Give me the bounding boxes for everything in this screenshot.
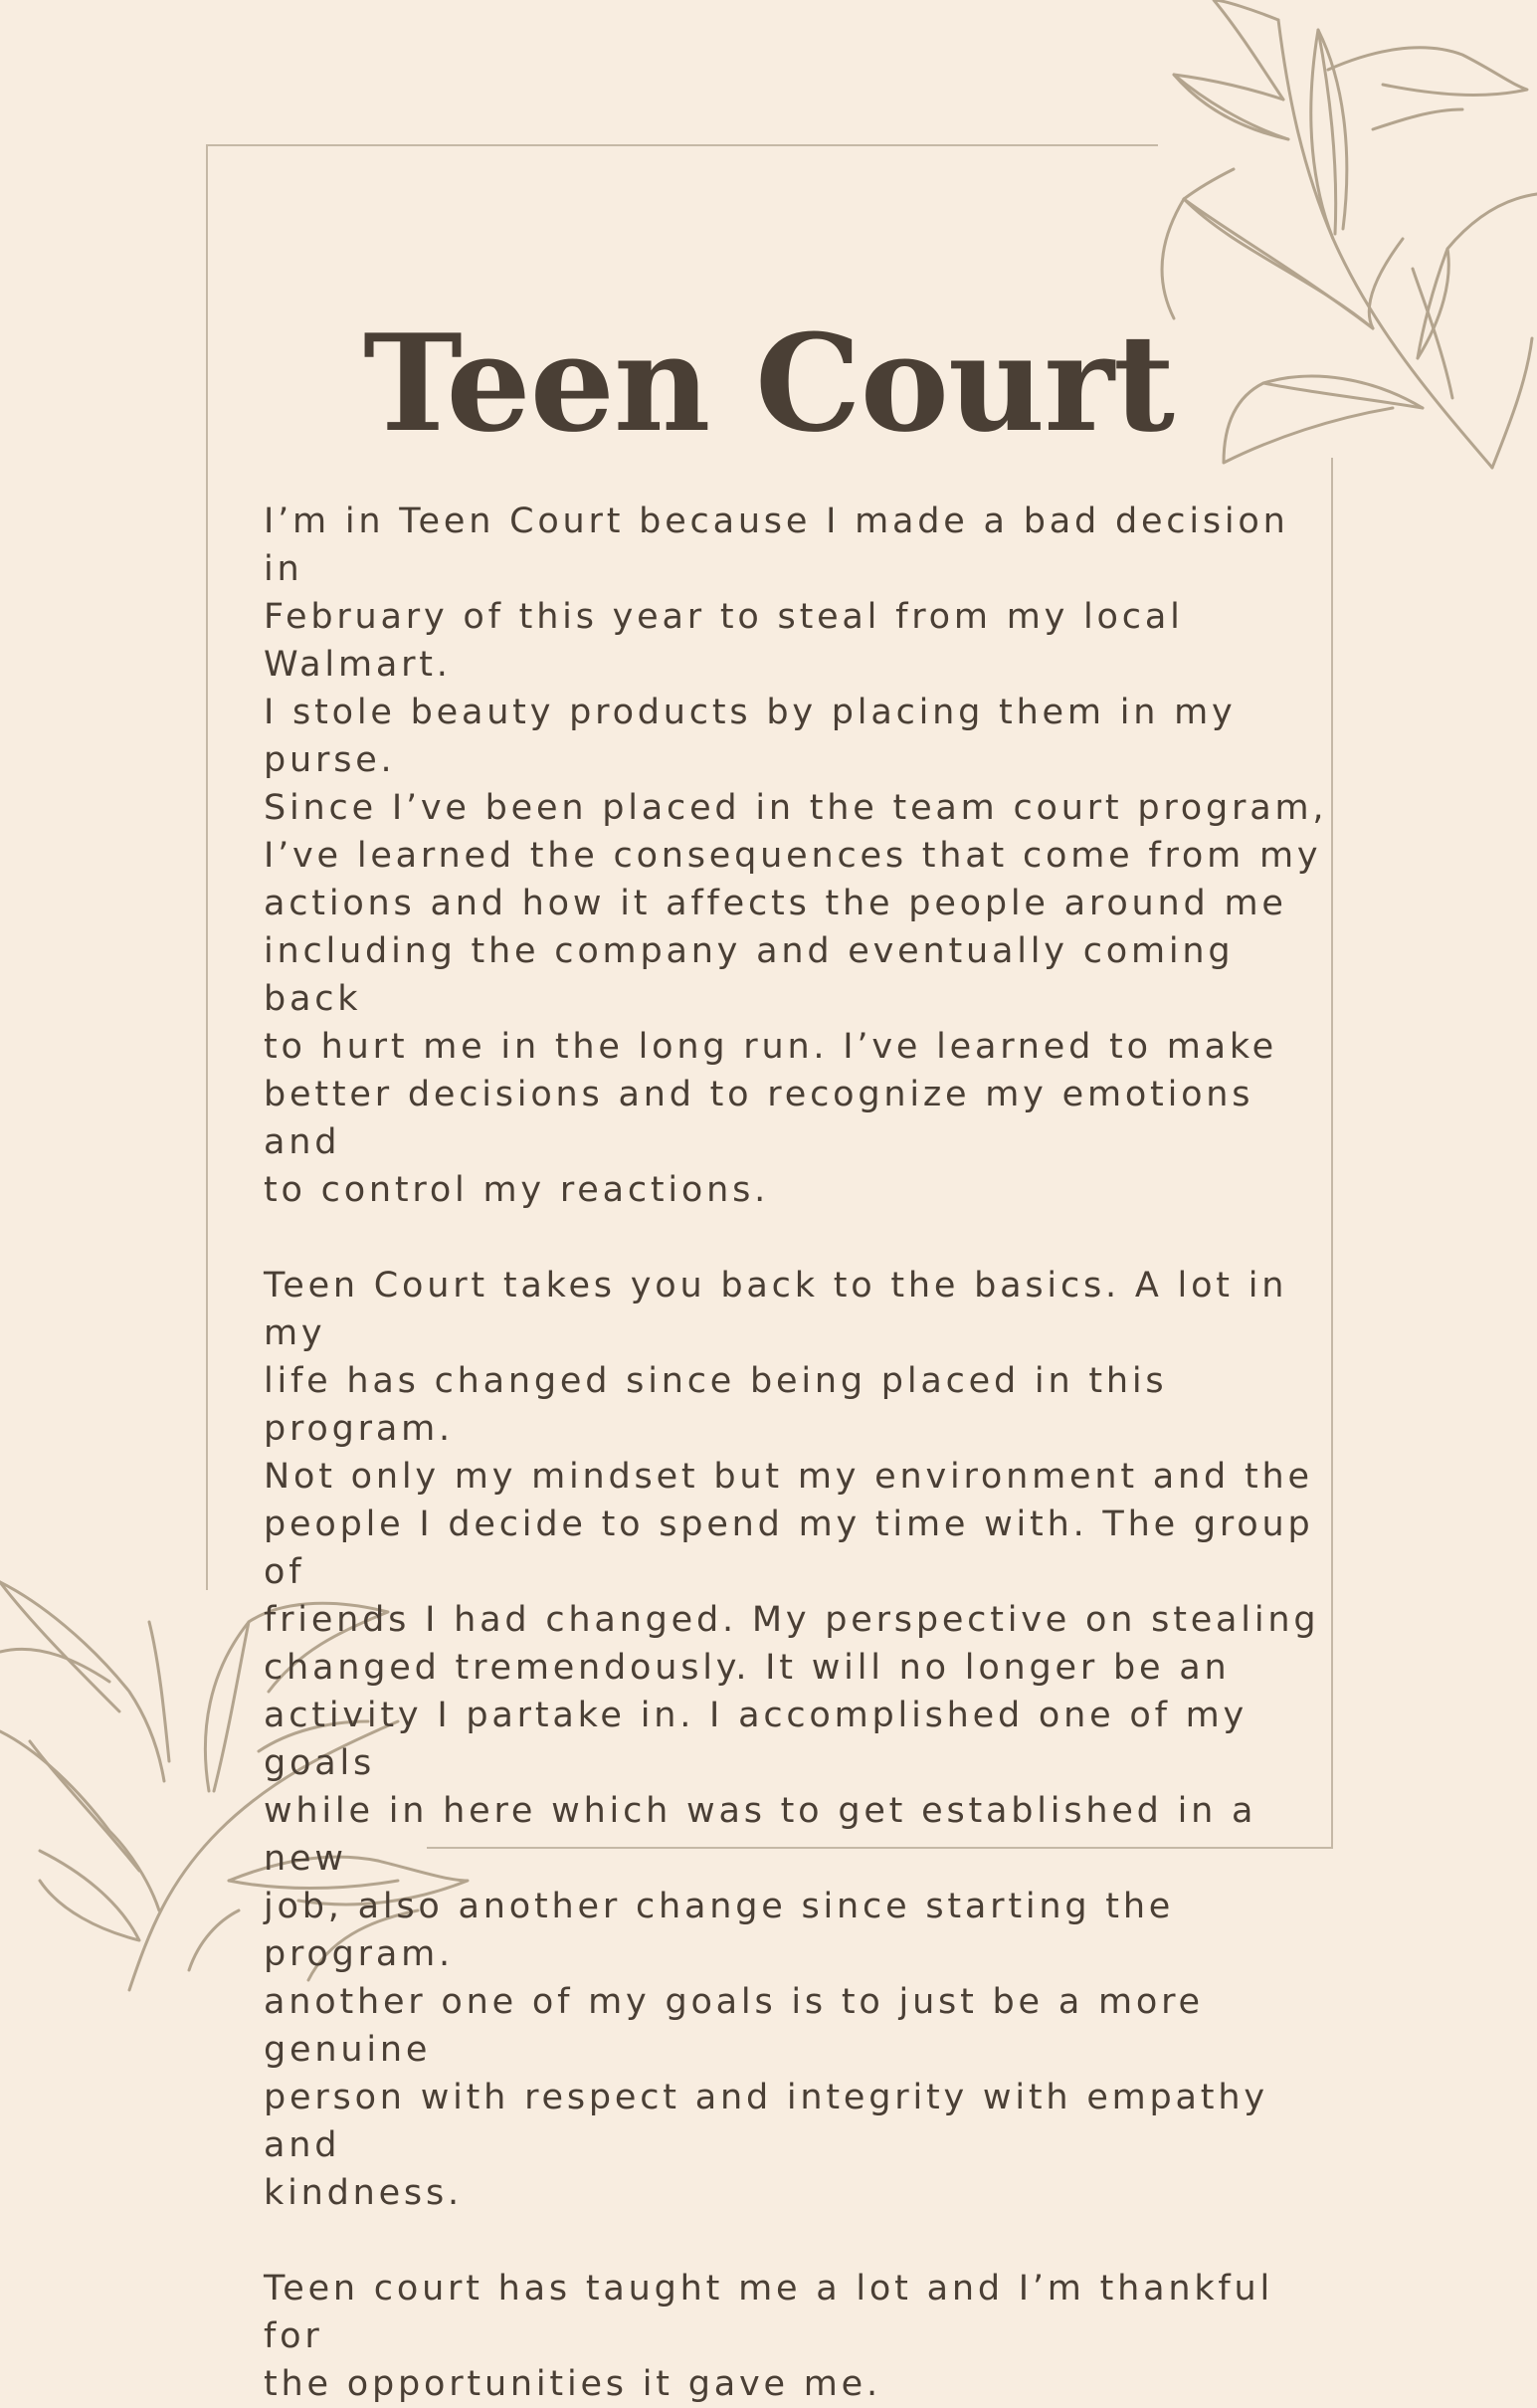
body-text (264, 498, 1338, 2408)
page-title: Teen Court (363, 304, 1174, 462)
paragraph: Teen court has taught me a lot and I’m thankful for the opportunities it gave me. (264, 2269, 1274, 2404)
paragraph: Teen Court takes you back to the basics. A lot in my life has changed since being placed in this program. Not only my mindset but my environment and the people I decide to spend my time with. The group of friends I had changed. My perspective on stealing changed tremendously. It will no longer be an activity I partake in. I accomplished one of my goals while in here which was to get established in a new job, also another change since starting the program. another one of my goals is to just be a more genuine person with respect and integrity with empathy and kindness. (264, 1266, 1320, 2213)
frame-top-line (206, 144, 1158, 146)
paragraph: I’m in Teen Court because I made a bad decision in February of this year to steal from my local Walmart. I stole beauty products by placing them in my purse. Since I’ve been placed in the team court program, I’ve learned the consequences that come from my actions and how it affects the people around me including the company and eventually coming back to hurt me in the long run. I’ve learned to make better decisions and to recognize my emotions and to control my reactions. (264, 502, 1328, 1210)
